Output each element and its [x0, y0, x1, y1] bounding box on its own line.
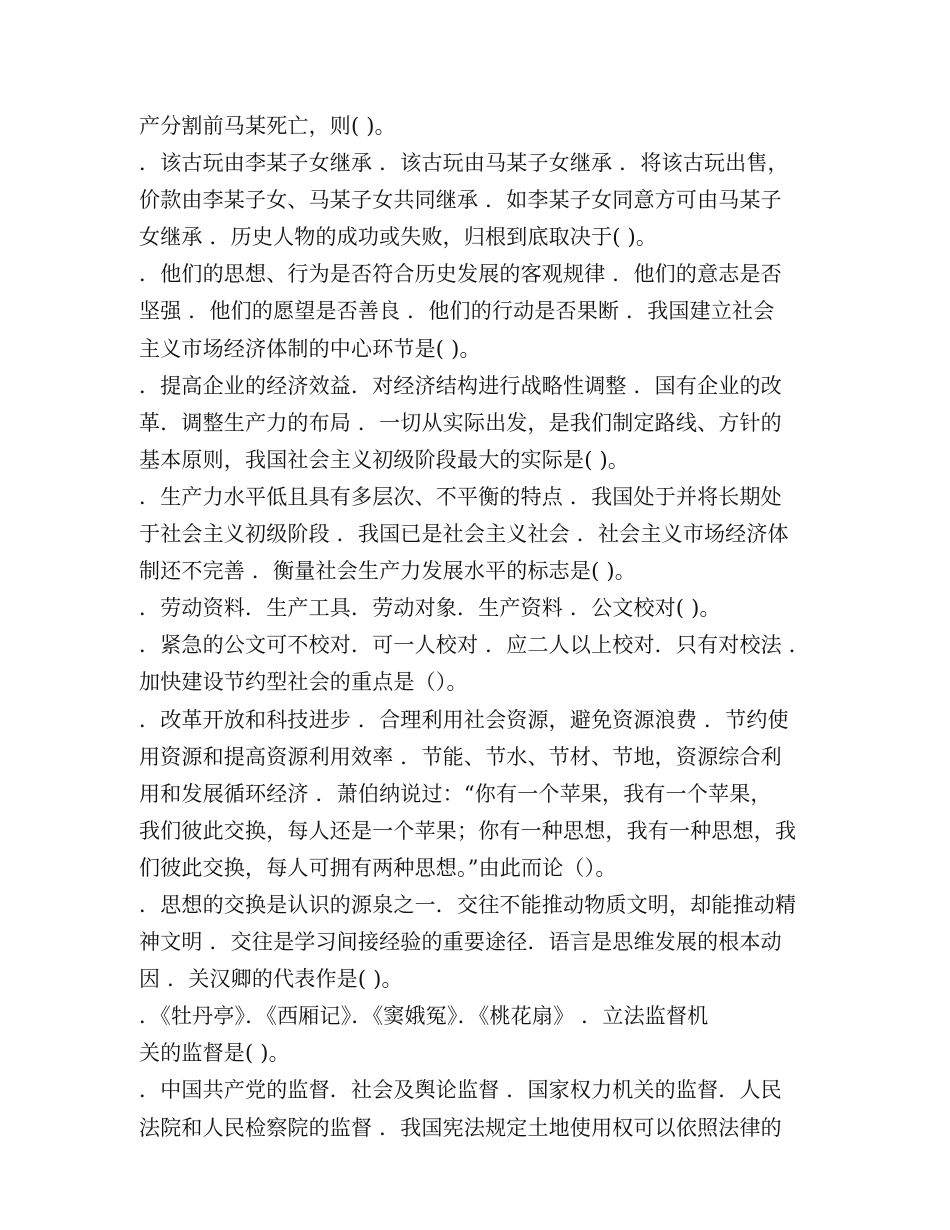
text-line: ．他们的思想、行为是否符合历史发展的客观规律 ．他们的意志是否	[139, 262, 782, 287]
text-line: 坚强 ．他们的愿望是否善良 ．他们的行动是否果断 ．我国建立社会	[139, 299, 775, 324]
text-line: 女继承 ．历史人物的成功或失败，归根到底取决于( )。	[139, 225, 658, 250]
text-line: 用和发展循环经济 ．萧伯纳说过：“你有一个苹果，我有一个苹果，	[139, 781, 772, 806]
text-line: 产分割前马某死亡，则( )。	[139, 114, 396, 138]
text-line: ．中国共产党的监督．社会及舆论监督 ．国家权力机关的监督．人民	[139, 1078, 782, 1103]
text-line: ．思想的交换是认识的源泉之一．交往不能推动物质文明，却能推动精	[139, 892, 797, 917]
text-line: ．生产力水平低且具有多层次、不平衡的特点 ．我国处于并将长期处	[139, 484, 782, 509]
text-line: 用资源和提高资源利用效率 ．节能、节水、节材、节地，资源综合利	[139, 744, 782, 769]
text-line: ．《牡丹亭》．《西厢记》．《窦娥冤》．《桃花扇》 ．立法监督机	[139, 1004, 709, 1029]
text-line: 价款由李某子女、马某子女共同继承 ．如李某子女同意方可由马某子	[139, 188, 782, 213]
text-line: 加快建设节约型社会的重点是（）。	[139, 670, 468, 695]
text-line: 们彼此交换，每人可拥有两种思想。”由此而论（）。	[139, 855, 617, 880]
text-line: ．紧急的公文可不校对．可一人校对 ．应二人以上校对．只有对校法 ．	[139, 633, 810, 658]
text-line: 我们彼此交换，每人还是一个苹果；你有一种思想，我有一种思想，我	[139, 818, 797, 843]
text-line: 主义市场经济体制的中心环节是( )。	[139, 336, 481, 361]
text-line: 神文明 ．交往是学习间接经验的重要途径．语言是思维发展的根本动	[139, 930, 782, 955]
text-line: 基本原则，我国社会主义初级阶段最大的实际是( )。	[139, 447, 630, 472]
text-line: ．提高企业的经济效益．对经济结构进行战略性调整 ．国有企业的改	[139, 373, 782, 398]
text-line: 制还不完善 ．衡量社会生产力发展水平的标志是( )。	[139, 559, 636, 584]
text-line: ．改革开放和科技进步 ．合理利用社会资源，避免资源浪费 ．节约使	[139, 707, 789, 732]
document-body	[139, 108, 819, 1147]
text-line: 革．调整生产力的布局 ．一切从实际出发，是我们制定路线、方针的	[139, 410, 782, 435]
text-line: 法院和人民检察院的监督 ．我国宪法规定土地使用权可以依照法律的	[139, 1115, 782, 1140]
text-line: ．该古玩由李某子女继承 ．该古玩由马某子女继承 ．将该古玩出售，	[139, 151, 789, 176]
text-line: 关的监督是( )。	[139, 1041, 290, 1066]
text-line: 因 ．关汉卿的代表作是( )。	[139, 967, 403, 992]
text-line: ．劳动资料．生产工具．劳动对象．生产资料 ．公文校对( )。	[139, 596, 721, 621]
text-line: 于社会主义初级阶段 ．我国已是社会主义社会 ．社会主义市场经济体	[139, 522, 789, 547]
